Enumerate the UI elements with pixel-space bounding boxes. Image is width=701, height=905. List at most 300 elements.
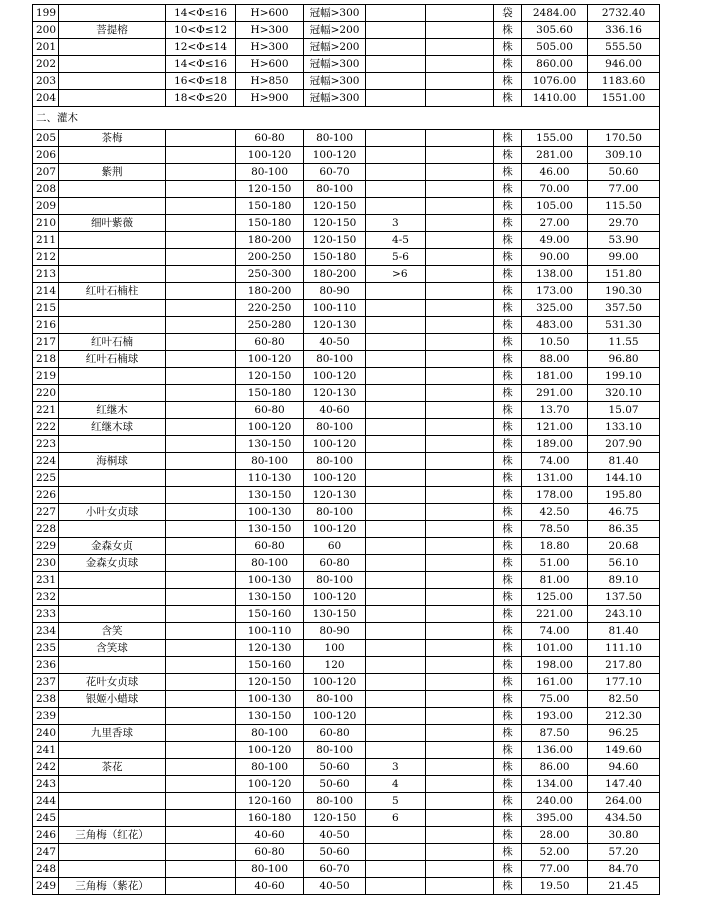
cell-height: 120-150 <box>236 368 304 385</box>
cell-price: 77.00 <box>522 861 588 878</box>
cell-spec-extra <box>366 90 426 107</box>
cell-plant-name <box>59 5 166 22</box>
cell-plant-name <box>59 742 166 759</box>
cell-crown-width: 80-100 <box>304 742 366 759</box>
cell-trunk-diameter <box>166 164 236 181</box>
cell-price: 291.00 <box>522 385 588 402</box>
cell-price: 52.00 <box>522 844 588 861</box>
cell-notes <box>426 504 494 521</box>
cell-height: H>300 <box>236 22 304 39</box>
cell-price: 70.00 <box>522 181 588 198</box>
cell-unit: 株 <box>494 368 522 385</box>
cell-plant-name <box>59 861 166 878</box>
cell-price: 281.00 <box>522 147 588 164</box>
cell-unit: 株 <box>494 538 522 555</box>
cell-trunk-diameter <box>166 283 236 300</box>
cell-notes <box>426 56 494 73</box>
cell-spec-extra <box>366 164 426 181</box>
cell-price-tax: 53.90 <box>588 232 660 249</box>
cell-height: H>850 <box>236 73 304 90</box>
table-row <box>33 844 660 861</box>
cell-row-number: 207 <box>33 164 59 181</box>
cell-spec-extra: 3 <box>366 759 426 776</box>
cell-spec-extra <box>366 708 426 725</box>
cell-notes <box>426 810 494 827</box>
cell-crown-width: 120-130 <box>304 385 366 402</box>
cell-plant-name <box>59 73 166 90</box>
cell-price: 161.00 <box>522 674 588 691</box>
table-row <box>33 164 660 181</box>
cell-row-number: 200 <box>33 22 59 39</box>
cell-height: 150-160 <box>236 657 304 674</box>
cell-spec-extra <box>366 470 426 487</box>
cell-price: 483.00 <box>522 317 588 334</box>
cell-trunk-diameter <box>166 232 236 249</box>
cell-row-number: 226 <box>33 487 59 504</box>
cell-notes <box>426 844 494 861</box>
cell-crown-width: 120-130 <box>304 317 366 334</box>
cell-trunk-diameter <box>166 181 236 198</box>
cell-unit: 株 <box>494 402 522 419</box>
cell-price: 155.00 <box>522 130 588 147</box>
cell-spec-extra <box>366 504 426 521</box>
cell-crown-width: 80-90 <box>304 623 366 640</box>
cell-height: 120-150 <box>236 674 304 691</box>
cell-price-tax: 21.45 <box>588 878 660 895</box>
cell-price: 189.00 <box>522 436 588 453</box>
cell-notes <box>426 436 494 453</box>
cell-plant-name: 红继木球 <box>59 419 166 436</box>
cell-height: 60-80 <box>236 538 304 555</box>
cell-height: 150-180 <box>236 385 304 402</box>
cell-crown-width: 100-120 <box>304 589 366 606</box>
cell-unit: 株 <box>494 487 522 504</box>
table-row <box>33 39 660 56</box>
cell-notes <box>426 538 494 555</box>
cell-plant-name <box>59 39 166 56</box>
cell-price-tax: 555.50 <box>588 39 660 56</box>
cell-crown-width: 冠幅>300 <box>304 56 366 73</box>
table-row <box>33 22 660 39</box>
cell-notes <box>426 521 494 538</box>
cell-price-tax: 212.30 <box>588 708 660 725</box>
cell-trunk-diameter <box>166 725 236 742</box>
cell-trunk-diameter <box>166 334 236 351</box>
cell-price-tax: 29.70 <box>588 215 660 232</box>
cell-height: 150-180 <box>236 215 304 232</box>
cell-plant-name: 含笑 <box>59 623 166 640</box>
table-row <box>33 725 660 742</box>
cell-row-number: 228 <box>33 521 59 538</box>
table-row <box>33 691 660 708</box>
cell-price: 125.00 <box>522 589 588 606</box>
cell-height: 120-130 <box>236 640 304 657</box>
cell-unit: 株 <box>494 640 522 657</box>
cell-row-number: 201 <box>33 39 59 56</box>
cell-crown-width: 60 <box>304 538 366 555</box>
cell-row-number: 248 <box>33 861 59 878</box>
cell-spec-extra <box>366 623 426 640</box>
table-row <box>33 385 660 402</box>
cell-unit: 株 <box>494 130 522 147</box>
cell-height: 100-120 <box>236 776 304 793</box>
section-header-row <box>33 107 660 130</box>
cell-notes <box>426 385 494 402</box>
cell-spec-extra <box>366 555 426 572</box>
cell-height: 200-250 <box>236 249 304 266</box>
cell-notes <box>426 232 494 249</box>
cell-height: 220-250 <box>236 300 304 317</box>
cell-trunk-diameter <box>166 844 236 861</box>
cell-height: 130-150 <box>236 708 304 725</box>
table-row <box>33 810 660 827</box>
cell-height: 80-100 <box>236 861 304 878</box>
cell-trunk-diameter <box>166 538 236 555</box>
cell-trunk-diameter <box>166 572 236 589</box>
cell-height: 80-100 <box>236 759 304 776</box>
cell-crown-width: 80-100 <box>304 453 366 470</box>
cell-plant-name <box>59 589 166 606</box>
cell-row-number: 215 <box>33 300 59 317</box>
cell-price: 87.50 <box>522 725 588 742</box>
cell-trunk-diameter <box>166 470 236 487</box>
cell-spec-extra <box>366 334 426 351</box>
cell-price: 74.00 <box>522 623 588 640</box>
cell-spec-extra <box>366 606 426 623</box>
cell-plant-name <box>59 56 166 73</box>
cell-trunk-diameter <box>166 861 236 878</box>
cell-plant-name: 三角梅（红花） <box>59 827 166 844</box>
cell-unit: 株 <box>494 419 522 436</box>
table-row <box>33 436 660 453</box>
cell-height: 130-150 <box>236 589 304 606</box>
cell-trunk-diameter <box>166 657 236 674</box>
cell-row-number: 241 <box>33 742 59 759</box>
cell-trunk-diameter <box>166 589 236 606</box>
cell-plant-name <box>59 436 166 453</box>
cell-plant-name: 茶梅 <box>59 130 166 147</box>
cell-plant-name: 红叶石楠 <box>59 334 166 351</box>
cell-height: 110-130 <box>236 470 304 487</box>
cell-height: 250-300 <box>236 266 304 283</box>
table-row <box>33 90 660 107</box>
cell-plant-name <box>59 572 166 589</box>
cell-height: 100-120 <box>236 147 304 164</box>
cell-height: 80-100 <box>236 453 304 470</box>
cell-price: 81.00 <box>522 572 588 589</box>
cell-price: 134.00 <box>522 776 588 793</box>
cell-trunk-diameter <box>166 351 236 368</box>
cell-price: 88.00 <box>522 351 588 368</box>
cell-crown-width: 120-150 <box>304 810 366 827</box>
cell-notes <box>426 793 494 810</box>
cell-price: 240.00 <box>522 793 588 810</box>
cell-spec-extra <box>366 39 426 56</box>
cell-crown-width: 80-100 <box>304 181 366 198</box>
cell-spec-extra <box>366 827 426 844</box>
cell-price: 46.00 <box>522 164 588 181</box>
cell-spec-extra <box>366 572 426 589</box>
cell-notes <box>426 827 494 844</box>
cell-plant-name: 海桐球 <box>59 453 166 470</box>
cell-height: 100-110 <box>236 623 304 640</box>
cell-plant-name <box>59 793 166 810</box>
cell-plant-name <box>59 232 166 249</box>
cell-unit: 株 <box>494 22 522 39</box>
table-row <box>33 521 660 538</box>
cell-trunk-diameter <box>166 504 236 521</box>
table-row <box>33 5 660 22</box>
cell-unit: 株 <box>494 623 522 640</box>
cell-notes <box>426 725 494 742</box>
cell-price-tax: 336.16 <box>588 22 660 39</box>
cell-crown-width: 100-120 <box>304 147 366 164</box>
cell-unit: 株 <box>494 674 522 691</box>
cell-row-number: 205 <box>33 130 59 147</box>
cell-notes <box>426 39 494 56</box>
cell-price: 395.00 <box>522 810 588 827</box>
cell-row-number: 225 <box>33 470 59 487</box>
cell-unit: 株 <box>494 708 522 725</box>
table-row <box>33 300 660 317</box>
cell-price-tax: 243.10 <box>588 606 660 623</box>
cell-price: 121.00 <box>522 419 588 436</box>
table-row <box>33 232 660 249</box>
cell-price-tax: 133.10 <box>588 419 660 436</box>
cell-price: 136.00 <box>522 742 588 759</box>
table-row <box>33 606 660 623</box>
cell-trunk-diameter <box>166 827 236 844</box>
cell-notes <box>426 73 494 90</box>
cell-row-number: 203 <box>33 73 59 90</box>
cell-trunk-diameter <box>166 300 236 317</box>
cell-notes <box>426 22 494 39</box>
cell-spec-extra <box>366 368 426 385</box>
cell-notes <box>426 623 494 640</box>
cell-trunk-diameter <box>166 606 236 623</box>
cell-row-number: 249 <box>33 878 59 895</box>
table-row <box>33 504 660 521</box>
cell-unit: 株 <box>494 691 522 708</box>
cell-unit: 株 <box>494 470 522 487</box>
cell-spec-extra <box>366 674 426 691</box>
table-row <box>33 266 660 283</box>
cell-trunk-diameter <box>166 640 236 657</box>
cell-plant-name: 银姬小蜡球 <box>59 691 166 708</box>
cell-crown-width: 60-70 <box>304 861 366 878</box>
cell-spec-extra <box>366 878 426 895</box>
cell-notes <box>426 742 494 759</box>
cell-price-tax: 434.50 <box>588 810 660 827</box>
cell-notes <box>426 606 494 623</box>
cell-spec-extra <box>366 538 426 555</box>
cell-price-tax: 531.30 <box>588 317 660 334</box>
cell-price-tax: 1183.60 <box>588 73 660 90</box>
cell-row-number: 237 <box>33 674 59 691</box>
cell-plant-name <box>59 385 166 402</box>
cell-row-number: 224 <box>33 453 59 470</box>
cell-plant-name <box>59 708 166 725</box>
table-row <box>33 827 660 844</box>
cell-notes <box>426 283 494 300</box>
cell-price: 173.00 <box>522 283 588 300</box>
cell-height: 130-150 <box>236 436 304 453</box>
cell-plant-name: 菩提榕 <box>59 22 166 39</box>
cell-price: 1410.00 <box>522 90 588 107</box>
cell-spec-extra <box>366 436 426 453</box>
cell-notes <box>426 555 494 572</box>
cell-unit: 株 <box>494 504 522 521</box>
cell-price-tax: 56.10 <box>588 555 660 572</box>
cell-unit: 株 <box>494 555 522 572</box>
cell-spec-extra <box>366 147 426 164</box>
cell-trunk-diameter <box>166 759 236 776</box>
cell-unit: 株 <box>494 742 522 759</box>
cell-crown-width: 80-100 <box>304 691 366 708</box>
cell-crown-width: 冠幅>200 <box>304 22 366 39</box>
cell-spec-extra <box>366 73 426 90</box>
cell-notes <box>426 164 494 181</box>
cell-notes <box>426 368 494 385</box>
cell-unit: 株 <box>494 657 522 674</box>
cell-unit: 株 <box>494 810 522 827</box>
cell-notes <box>426 657 494 674</box>
cell-row-number: 206 <box>33 147 59 164</box>
cell-trunk-diameter: 18<Φ≤20 <box>166 90 236 107</box>
cell-price-tax: 94.60 <box>588 759 660 776</box>
cell-crown-width: 80-100 <box>304 130 366 147</box>
cell-price-tax: 147.40 <box>588 776 660 793</box>
cell-unit: 株 <box>494 436 522 453</box>
cell-plant-name <box>59 776 166 793</box>
table-row <box>33 419 660 436</box>
cell-crown-width: 80-100 <box>304 793 366 810</box>
cell-crown-width: 50-60 <box>304 844 366 861</box>
cell-price-tax: 46.75 <box>588 504 660 521</box>
cell-unit: 株 <box>494 90 522 107</box>
cell-trunk-diameter <box>166 487 236 504</box>
cell-height: H>900 <box>236 90 304 107</box>
cell-height: 100-130 <box>236 691 304 708</box>
cell-row-number: 229 <box>33 538 59 555</box>
cell-price: 18.80 <box>522 538 588 555</box>
cell-price-tax: 170.50 <box>588 130 660 147</box>
cell-trunk-diameter: 10<Φ≤12 <box>166 22 236 39</box>
cell-row-number: 220 <box>33 385 59 402</box>
cell-row-number: 211 <box>33 232 59 249</box>
table-row <box>33 402 660 419</box>
cell-crown-width: 60-80 <box>304 555 366 572</box>
cell-notes <box>426 215 494 232</box>
cell-plant-name: 红继木 <box>59 402 166 419</box>
cell-price-tax: 57.20 <box>588 844 660 861</box>
table-row <box>33 317 660 334</box>
cell-spec-extra <box>366 589 426 606</box>
cell-spec-extra <box>366 521 426 538</box>
cell-price-tax: 30.80 <box>588 827 660 844</box>
cell-notes <box>426 640 494 657</box>
cell-plant-name <box>59 657 166 674</box>
cell-row-number: 204 <box>33 90 59 107</box>
cell-spec-extra: 3 <box>366 215 426 232</box>
cell-price-tax: 1551.00 <box>588 90 660 107</box>
cell-price-tax: 84.70 <box>588 861 660 878</box>
table-row <box>33 487 660 504</box>
table-row <box>33 657 660 674</box>
cell-crown-width: 冠幅>300 <box>304 5 366 22</box>
cell-spec-extra <box>366 725 426 742</box>
cell-spec-extra <box>366 453 426 470</box>
cell-price: 505.00 <box>522 39 588 56</box>
cell-height: 40-60 <box>236 827 304 844</box>
cell-height: 100-120 <box>236 351 304 368</box>
cell-crown-width: 100-120 <box>304 708 366 725</box>
cell-row-number: 246 <box>33 827 59 844</box>
cell-unit: 株 <box>494 283 522 300</box>
cell-unit: 株 <box>494 589 522 606</box>
table-row <box>33 453 660 470</box>
cell-row-number: 236 <box>33 657 59 674</box>
cell-price-tax: 177.10 <box>588 674 660 691</box>
cell-row-number: 219 <box>33 368 59 385</box>
cell-notes <box>426 776 494 793</box>
cell-crown-width: 80-100 <box>304 351 366 368</box>
cell-notes <box>426 334 494 351</box>
cell-height: 80-100 <box>236 725 304 742</box>
cell-height: 150-180 <box>236 198 304 215</box>
cell-crown-width: 80-90 <box>304 283 366 300</box>
table-row <box>33 334 660 351</box>
cell-spec-extra <box>366 317 426 334</box>
cell-row-number: 238 <box>33 691 59 708</box>
cell-price-tax: 81.40 <box>588 623 660 640</box>
cell-unit: 株 <box>494 334 522 351</box>
cell-notes <box>426 130 494 147</box>
table-row <box>33 572 660 589</box>
cell-plant-name <box>59 317 166 334</box>
cell-plant-name <box>59 181 166 198</box>
cell-crown-width: 120 <box>304 657 366 674</box>
cell-notes <box>426 266 494 283</box>
cell-trunk-diameter <box>166 521 236 538</box>
table-row <box>33 198 660 215</box>
cell-spec-extra <box>366 198 426 215</box>
cell-trunk-diameter <box>166 691 236 708</box>
cell-height: 60-80 <box>236 334 304 351</box>
cell-trunk-diameter <box>166 674 236 691</box>
cell-price: 1076.00 <box>522 73 588 90</box>
cell-plant-name <box>59 470 166 487</box>
cell-price-tax: 149.60 <box>588 742 660 759</box>
cell-notes <box>426 300 494 317</box>
cell-price: 131.00 <box>522 470 588 487</box>
cell-crown-width: 60-70 <box>304 164 366 181</box>
cell-height: H>600 <box>236 56 304 73</box>
cell-plant-name <box>59 844 166 861</box>
cell-price-tax: 96.25 <box>588 725 660 742</box>
cell-notes <box>426 487 494 504</box>
cell-spec-extra: >6 <box>366 266 426 283</box>
cell-trunk-diameter <box>166 266 236 283</box>
cell-unit: 株 <box>494 181 522 198</box>
cell-crown-width: 80-100 <box>304 572 366 589</box>
cell-notes <box>426 402 494 419</box>
cell-plant-name <box>59 606 166 623</box>
cell-plant-name: 金森女贞球 <box>59 555 166 572</box>
cell-unit: 株 <box>494 521 522 538</box>
cell-crown-width: 100 <box>304 640 366 657</box>
cell-spec-extra <box>366 844 426 861</box>
